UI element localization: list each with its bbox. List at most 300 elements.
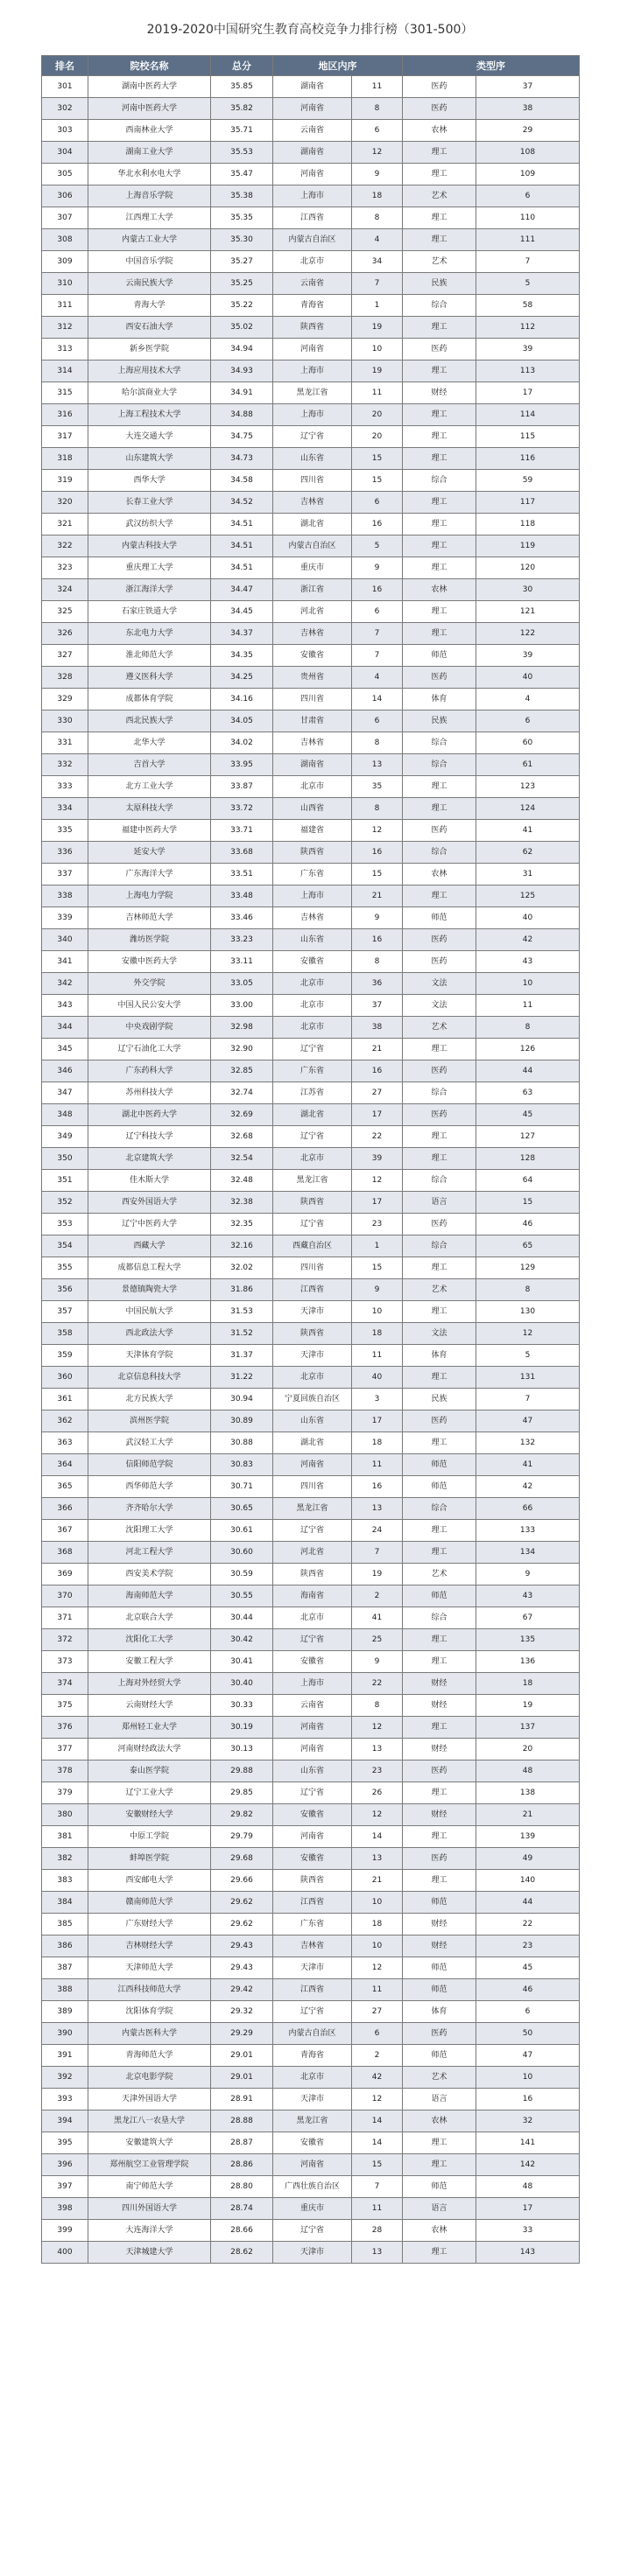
name-cell: 哈尔滨商业大学	[88, 382, 211, 404]
region-cell: 河南省	[273, 1826, 352, 1848]
region-cell: 北京市	[273, 973, 352, 995]
region-rank-cell: 34	[352, 251, 403, 273]
region-rank-cell: 6	[352, 710, 403, 732]
name-cell: 天津体育学院	[88, 1345, 211, 1367]
type-cell: 艺术	[403, 2067, 476, 2089]
table-row	[42, 120, 580, 142]
rank-cell: 388	[42, 1979, 88, 2001]
region-cell: 四川省	[273, 689, 352, 710]
name-cell: 西安邮电大学	[88, 1870, 211, 1892]
table-row	[42, 1673, 580, 1695]
score-cell: 32.48	[211, 1170, 273, 1192]
table-row	[42, 1936, 580, 1957]
score-cell: 30.94	[211, 1389, 273, 1410]
table-header-row	[42, 56, 580, 76]
rank-cell: 312	[42, 317, 88, 339]
name-cell: 吉林财经大学	[88, 1936, 211, 1957]
table-row	[42, 536, 580, 557]
name-cell: 石家庄铁道大学	[88, 601, 211, 623]
table-row	[42, 1257, 580, 1279]
type-cell: 理工	[403, 1520, 476, 1542]
table-row	[42, 1039, 580, 1060]
table-row	[42, 1345, 580, 1367]
region-rank-cell: 13	[352, 1739, 403, 1760]
name-cell: 苏州科技大学	[88, 1082, 211, 1104]
region-rank-cell: 8	[352, 951, 403, 973]
region-rank-cell: 9	[352, 1279, 403, 1301]
region-cell: 辽宁省	[273, 426, 352, 448]
region-rank-cell: 19	[352, 360, 403, 382]
rank-cell: 373	[42, 1651, 88, 1673]
region-rank-cell: 11	[352, 382, 403, 404]
header-name: 院校名称	[88, 56, 211, 76]
type-rank-cell: 137	[476, 1717, 580, 1739]
name-cell: 内蒙古医科大学	[88, 2023, 211, 2045]
name-cell: 上海对外经贸大学	[88, 1673, 211, 1695]
table-row	[42, 754, 580, 776]
rank-cell: 322	[42, 536, 88, 557]
name-cell: 黑龙江八一农垦大学	[88, 2110, 211, 2132]
score-cell: 30.40	[211, 1673, 273, 1695]
score-cell: 29.32	[211, 2001, 273, 2023]
region-cell: 陕西省	[273, 842, 352, 864]
header-rank: 排名	[42, 56, 88, 76]
rank-cell: 385	[42, 1914, 88, 1936]
region-cell: 黑龙江省	[273, 2110, 352, 2132]
rank-cell: 400	[42, 2242, 88, 2264]
type-rank-cell: 10	[476, 973, 580, 995]
table-row	[42, 1170, 580, 1192]
region-rank-cell: 15	[352, 2154, 403, 2176]
score-cell: 31.22	[211, 1367, 273, 1389]
score-cell: 34.16	[211, 689, 273, 710]
score-cell: 31.86	[211, 1279, 273, 1301]
table-row	[42, 514, 580, 536]
table-row	[42, 1192, 580, 1214]
region-cell: 辽宁省	[273, 1039, 352, 1060]
rank-cell: 309	[42, 251, 88, 273]
score-cell: 33.00	[211, 995, 273, 1017]
table-row	[42, 1104, 580, 1126]
type-rank-cell: 49	[476, 1848, 580, 1870]
name-cell: 上海电力学院	[88, 886, 211, 907]
name-cell: 大连交通大学	[88, 426, 211, 448]
region-cell: 河北省	[273, 1542, 352, 1564]
region-rank-cell: 35	[352, 776, 403, 798]
region-rank-cell: 27	[352, 1082, 403, 1104]
region-rank-cell: 10	[352, 1936, 403, 1957]
name-cell: 云南财经大学	[88, 1695, 211, 1717]
rank-cell: 376	[42, 1717, 88, 1739]
rank-cell: 392	[42, 2067, 88, 2089]
rank-cell: 324	[42, 579, 88, 601]
type-cell: 艺术	[403, 1564, 476, 1586]
region-rank-cell: 20	[352, 426, 403, 448]
table-row	[42, 76, 580, 98]
table-row	[42, 2045, 580, 2067]
name-cell: 天津师范大学	[88, 1957, 211, 1979]
rank-cell: 362	[42, 1410, 88, 1432]
region-rank-cell: 36	[352, 973, 403, 995]
score-cell: 28.66	[211, 2220, 273, 2242]
name-cell: 长春工业大学	[88, 492, 211, 514]
rank-cell: 344	[42, 1017, 88, 1039]
rank-cell: 389	[42, 2001, 88, 2023]
rank-cell: 387	[42, 1957, 88, 1979]
region-cell: 山西省	[273, 798, 352, 820]
type-rank-cell: 42	[476, 1476, 580, 1498]
table-row	[42, 1607, 580, 1629]
type-cell: 理工	[403, 623, 476, 645]
region-rank-cell: 13	[352, 1498, 403, 1520]
score-cell: 34.91	[211, 382, 273, 404]
region-rank-cell: 23	[352, 1760, 403, 1782]
score-cell: 31.53	[211, 1301, 273, 1323]
table-row	[42, 732, 580, 754]
name-cell: 北京电影学院	[88, 2067, 211, 2089]
score-cell: 34.35	[211, 645, 273, 667]
score-cell: 34.47	[211, 579, 273, 601]
score-cell: 29.01	[211, 2045, 273, 2067]
region-rank-cell: 6	[352, 2023, 403, 2045]
region-rank-cell: 41	[352, 1607, 403, 1629]
region-cell: 北京市	[273, 1367, 352, 1389]
region-cell: 陕西省	[273, 1564, 352, 1586]
rank-cell: 325	[42, 601, 88, 623]
table-row	[42, 710, 580, 732]
score-cell: 34.93	[211, 360, 273, 382]
name-cell: 成都体育学院	[88, 689, 211, 710]
name-cell: 中国人民公安大学	[88, 995, 211, 1017]
type-rank-cell: 44	[476, 1060, 580, 1082]
region-rank-cell: 9	[352, 164, 403, 186]
table-row	[42, 1301, 580, 1323]
rank-cell: 366	[42, 1498, 88, 1520]
name-cell: 新乡医学院	[88, 339, 211, 360]
region-cell: 上海市	[273, 360, 352, 382]
table-row	[42, 1214, 580, 1236]
name-cell: 齐齐哈尔大学	[88, 1498, 211, 1520]
score-cell: 29.62	[211, 1892, 273, 1914]
type-rank-cell: 37	[476, 76, 580, 98]
region-cell: 湖北省	[273, 514, 352, 536]
rank-cell: 332	[42, 754, 88, 776]
rank-cell: 357	[42, 1301, 88, 1323]
region-cell: 北京市	[273, 2067, 352, 2089]
rank-cell: 340	[42, 929, 88, 951]
type-cell: 理工	[403, 2242, 476, 2264]
region-cell: 河北省	[273, 601, 352, 623]
name-cell: 北京建筑大学	[88, 1148, 211, 1170]
type-cell: 文法	[403, 973, 476, 995]
table-row	[42, 557, 580, 579]
score-cell: 28.74	[211, 2198, 273, 2220]
type-rank-cell: 109	[476, 164, 580, 186]
score-cell: 28.86	[211, 2154, 273, 2176]
table-row	[42, 2001, 580, 2023]
table-row	[42, 1454, 580, 1476]
score-cell: 34.58	[211, 470, 273, 492]
type-cell: 医药	[403, 667, 476, 689]
name-cell: 武汉轻工大学	[88, 1432, 211, 1454]
table-row	[42, 1520, 580, 1542]
type-cell: 医药	[403, 2023, 476, 2045]
rank-cell: 329	[42, 689, 88, 710]
score-cell: 32.74	[211, 1082, 273, 1104]
score-cell: 33.48	[211, 886, 273, 907]
type-cell: 综合	[403, 1498, 476, 1520]
region-cell: 贵州省	[273, 667, 352, 689]
table-row	[42, 1717, 580, 1739]
table-row	[42, 2242, 580, 2264]
type-cell: 财经	[403, 1804, 476, 1826]
type-cell: 师范	[403, 1957, 476, 1979]
score-cell: 32.54	[211, 1148, 273, 1170]
name-cell: 西安外国语大学	[88, 1192, 211, 1214]
type-cell: 医药	[403, 951, 476, 973]
score-cell: 29.68	[211, 1848, 273, 1870]
score-cell: 32.90	[211, 1039, 273, 1060]
type-cell: 理工	[403, 1717, 476, 1739]
type-cell: 医药	[403, 1760, 476, 1782]
name-cell: 西安石油大学	[88, 317, 211, 339]
table-row	[42, 1564, 580, 1586]
rank-cell: 382	[42, 1848, 88, 1870]
score-cell: 30.33	[211, 1695, 273, 1717]
name-cell: 北京信息科技大学	[88, 1367, 211, 1389]
table-row	[42, 1629, 580, 1651]
region-rank-cell: 21	[352, 1870, 403, 1892]
region-cell: 河南省	[273, 1739, 352, 1760]
region-cell: 内蒙古自治区	[273, 229, 352, 251]
region-cell: 辽宁省	[273, 1520, 352, 1542]
region-cell: 吉林省	[273, 732, 352, 754]
name-cell: 重庆理工大学	[88, 557, 211, 579]
type-rank-cell: 22	[476, 1914, 580, 1936]
region-rank-cell: 9	[352, 907, 403, 929]
region-rank-cell: 25	[352, 1629, 403, 1651]
table-row	[42, 1017, 580, 1039]
type-rank-cell: 133	[476, 1520, 580, 1542]
region-rank-cell: 17	[352, 1104, 403, 1126]
type-rank-cell: 67	[476, 1607, 580, 1629]
table-row	[42, 186, 580, 207]
rank-cell: 368	[42, 1542, 88, 1564]
name-cell: 上海应用技术大学	[88, 360, 211, 382]
region-cell: 河南省	[273, 1717, 352, 1739]
table-row	[42, 2110, 580, 2132]
rank-cell: 398	[42, 2198, 88, 2220]
region-cell: 天津市	[273, 1957, 352, 1979]
region-cell: 浙江省	[273, 579, 352, 601]
type-rank-cell: 5	[476, 273, 580, 295]
rank-cell: 316	[42, 404, 88, 426]
region-cell: 北京市	[273, 251, 352, 273]
region-rank-cell: 19	[352, 317, 403, 339]
type-cell: 综合	[403, 754, 476, 776]
score-cell: 35.35	[211, 207, 273, 229]
name-cell: 郑州轻工业大学	[88, 1717, 211, 1739]
type-rank-cell: 63	[476, 1082, 580, 1104]
table-row	[42, 1432, 580, 1454]
type-cell: 理工	[403, 886, 476, 907]
name-cell: 大连海洋大学	[88, 2220, 211, 2242]
name-cell: 辽宁工业大学	[88, 1782, 211, 1804]
type-rank-cell: 122	[476, 623, 580, 645]
rank-cell: 381	[42, 1826, 88, 1848]
type-rank-cell: 43	[476, 951, 580, 973]
type-rank-cell: 59	[476, 470, 580, 492]
score-cell: 34.94	[211, 339, 273, 360]
type-rank-cell: 120	[476, 557, 580, 579]
region-cell: 湖北省	[273, 1104, 352, 1126]
name-cell: 河南中医药大学	[88, 98, 211, 120]
type-rank-cell: 128	[476, 1148, 580, 1170]
region-cell: 广西壮族自治区	[273, 2176, 352, 2198]
type-cell: 理工	[403, 317, 476, 339]
region-cell: 陕西省	[273, 1870, 352, 1892]
rank-cell: 317	[42, 426, 88, 448]
name-cell: 西华大学	[88, 470, 211, 492]
type-cell: 师范	[403, 645, 476, 667]
score-cell: 30.41	[211, 1651, 273, 1673]
rank-cell: 380	[42, 1804, 88, 1826]
score-cell: 30.61	[211, 1520, 273, 1542]
table-row	[42, 1979, 580, 2001]
type-rank-cell: 20	[476, 1739, 580, 1760]
type-rank-cell: 41	[476, 1454, 580, 1476]
table-row	[42, 1367, 580, 1389]
name-cell: 东北电力大学	[88, 623, 211, 645]
type-cell: 医药	[403, 1104, 476, 1126]
region-rank-cell: 37	[352, 995, 403, 1017]
table-row	[42, 1914, 580, 1936]
type-cell: 民族	[403, 710, 476, 732]
type-cell: 医药	[403, 1060, 476, 1082]
type-rank-cell: 9	[476, 1564, 580, 1586]
type-cell: 理工	[403, 1870, 476, 1892]
score-cell: 29.01	[211, 2067, 273, 2089]
score-cell: 35.25	[211, 273, 273, 295]
type-rank-cell: 64	[476, 1170, 580, 1192]
region-cell: 天津市	[273, 2242, 352, 2264]
region-cell: 北京市	[273, 1607, 352, 1629]
table-row	[42, 1695, 580, 1717]
type-rank-cell: 131	[476, 1367, 580, 1389]
type-rank-cell: 143	[476, 2242, 580, 2264]
rank-cell: 303	[42, 120, 88, 142]
table-row	[42, 1389, 580, 1410]
type-cell: 农林	[403, 864, 476, 886]
region-cell: 黑龙江省	[273, 1498, 352, 1520]
name-cell: 天津城建大学	[88, 2242, 211, 2264]
table-row	[42, 1410, 580, 1432]
type-cell: 民族	[403, 1389, 476, 1410]
type-rank-cell: 142	[476, 2154, 580, 2176]
region-rank-cell: 14	[352, 2110, 403, 2132]
table-row	[42, 2154, 580, 2176]
name-cell: 潍坊医学院	[88, 929, 211, 951]
table-row	[42, 1782, 580, 1804]
rank-cell: 330	[42, 710, 88, 732]
name-cell: 西北政法大学	[88, 1323, 211, 1345]
score-cell: 35.71	[211, 120, 273, 142]
rank-cell: 375	[42, 1695, 88, 1717]
region-cell: 青海省	[273, 2045, 352, 2067]
table-row	[42, 2023, 580, 2045]
table-row	[42, 973, 580, 995]
region-cell: 上海市	[273, 1673, 352, 1695]
type-cell: 农林	[403, 579, 476, 601]
score-cell: 30.59	[211, 1564, 273, 1586]
name-cell: 江西科技师范大学	[88, 1979, 211, 2001]
table-row	[42, 886, 580, 907]
rank-cell: 364	[42, 1454, 88, 1476]
rank-cell: 396	[42, 2154, 88, 2176]
score-cell: 29.66	[211, 1870, 273, 1892]
name-cell: 西华师范大学	[88, 1476, 211, 1498]
score-cell: 35.82	[211, 98, 273, 120]
region-rank-cell: 42	[352, 2067, 403, 2089]
region-rank-cell: 8	[352, 798, 403, 820]
name-cell: 辽宁科技大学	[88, 1126, 211, 1148]
score-cell: 30.83	[211, 1454, 273, 1476]
score-cell: 32.68	[211, 1126, 273, 1148]
table-row	[42, 1279, 580, 1301]
ranking-table	[41, 55, 580, 2264]
region-cell: 辽宁省	[273, 1629, 352, 1651]
type-rank-cell: 7	[476, 251, 580, 273]
region-rank-cell: 17	[352, 1192, 403, 1214]
rank-cell: 353	[42, 1214, 88, 1236]
score-cell: 32.38	[211, 1192, 273, 1214]
type-cell: 师范	[403, 1979, 476, 2001]
region-cell: 四川省	[273, 470, 352, 492]
type-rank-cell: 125	[476, 886, 580, 907]
type-cell: 理工	[403, 776, 476, 798]
type-rank-cell: 127	[476, 1126, 580, 1148]
type-rank-cell: 111	[476, 229, 580, 251]
region-cell: 辽宁省	[273, 2220, 352, 2242]
region-rank-cell: 3	[352, 1389, 403, 1410]
type-rank-cell: 6	[476, 186, 580, 207]
type-rank-cell: 47	[476, 2045, 580, 2067]
type-rank-cell: 21	[476, 1804, 580, 1826]
type-rank-cell: 140	[476, 1870, 580, 1892]
score-cell: 34.51	[211, 557, 273, 579]
region-rank-cell: 9	[352, 557, 403, 579]
score-cell: 35.30	[211, 229, 273, 251]
type-cell: 医药	[403, 929, 476, 951]
type-rank-cell: 17	[476, 382, 580, 404]
rank-cell: 341	[42, 951, 88, 973]
type-rank-cell: 5	[476, 1345, 580, 1367]
page-title: 2019-2020中国研究生教育高校竞争力排行榜（301-500）	[146, 23, 474, 37]
score-cell: 34.45	[211, 601, 273, 623]
type-cell: 农林	[403, 2220, 476, 2242]
region-rank-cell: 18	[352, 186, 403, 207]
name-cell: 沈阳化工大学	[88, 1629, 211, 1651]
region-cell: 内蒙古自治区	[273, 2023, 352, 2045]
region-rank-cell: 1	[352, 1236, 403, 1257]
type-rank-cell: 141	[476, 2132, 580, 2154]
rank-cell: 345	[42, 1039, 88, 1060]
type-rank-cell: 134	[476, 1542, 580, 1564]
region-rank-cell: 4	[352, 229, 403, 251]
table-row	[42, 1957, 580, 1979]
score-cell: 29.82	[211, 1804, 273, 1826]
table-row	[42, 404, 580, 426]
